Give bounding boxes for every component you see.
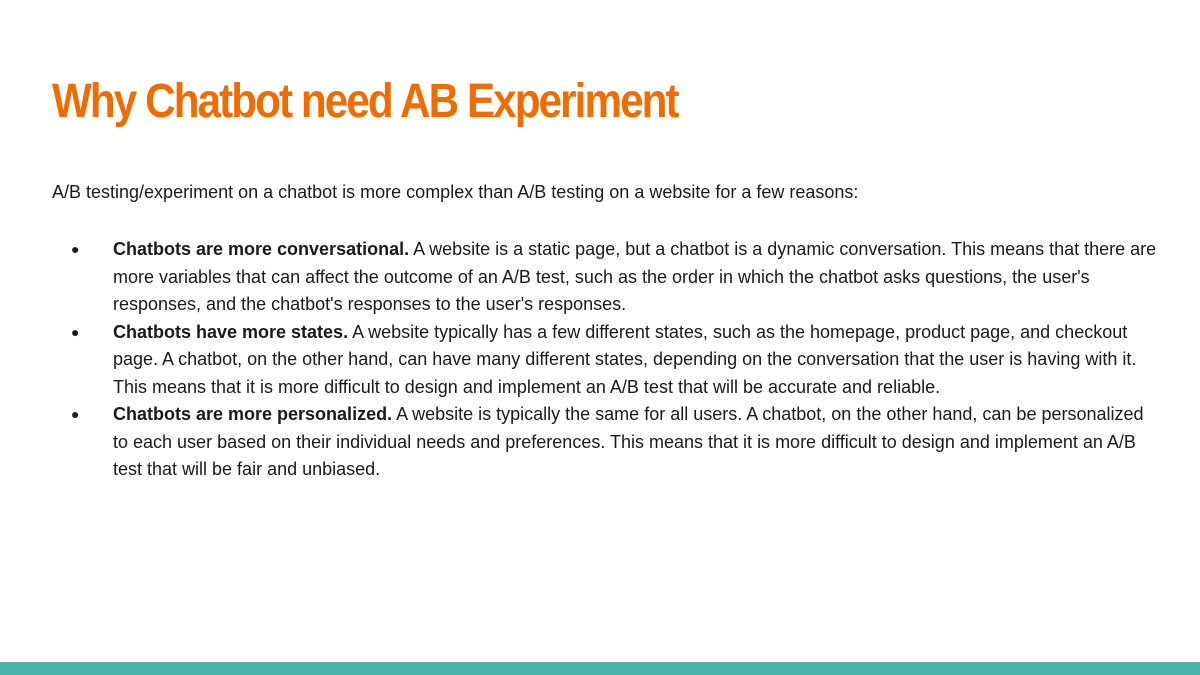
bullet-heading: Chatbots are more conversational. <box>113 239 410 259</box>
bullet-list <box>52 236 1162 484</box>
bullet-dot-icon: ● <box>71 323 80 340</box>
slide-title: Why Chatbot need AB Experiment <box>52 75 678 128</box>
bullet-item <box>52 401 1162 484</box>
bullet-text: A website is a static page, but a chatbot is a dynamic conversation. This means that there are more variables that can affect the outcome of an A/B test, such as the order in which the chatbot asks questions, the user's responses, and the chatbot's responses to the user's responses. <box>113 239 1157 314</box>
bullet-heading: Chatbots have more states. <box>113 321 349 342</box>
bullet-heading: Chatbots are more personalized. <box>113 404 393 424</box>
bullet-item <box>52 236 1162 319</box>
bullet-text: A website typically has a few different states, such as the homepage, product page, and checkout page. A chatbot, on the other hand, can have many different states, depending on the conversation that the user is having with it. This means that it is more difficult to design and implement an A/B test that will be accurate and reliable. <box>113 321 1137 397</box>
intro-paragraph: A/B testing/experiment on a chatbot is more complex than A/B testing on a website for a few reasons: <box>52 182 859 202</box>
bullet-dot-icon: ● <box>71 406 80 422</box>
bullet-item <box>52 319 1162 402</box>
footer-accent-bar <box>0 662 1200 675</box>
bullet-dot-icon: ● <box>71 241 80 257</box>
bullet-text: A website is typically the same for all users. A chatbot, on the other hand, can be personalized to each user based on their individual needs and preferences. This means that it is more difficult to design and implement an A/B test that will be fair and unbiased. <box>113 404 1144 479</box>
